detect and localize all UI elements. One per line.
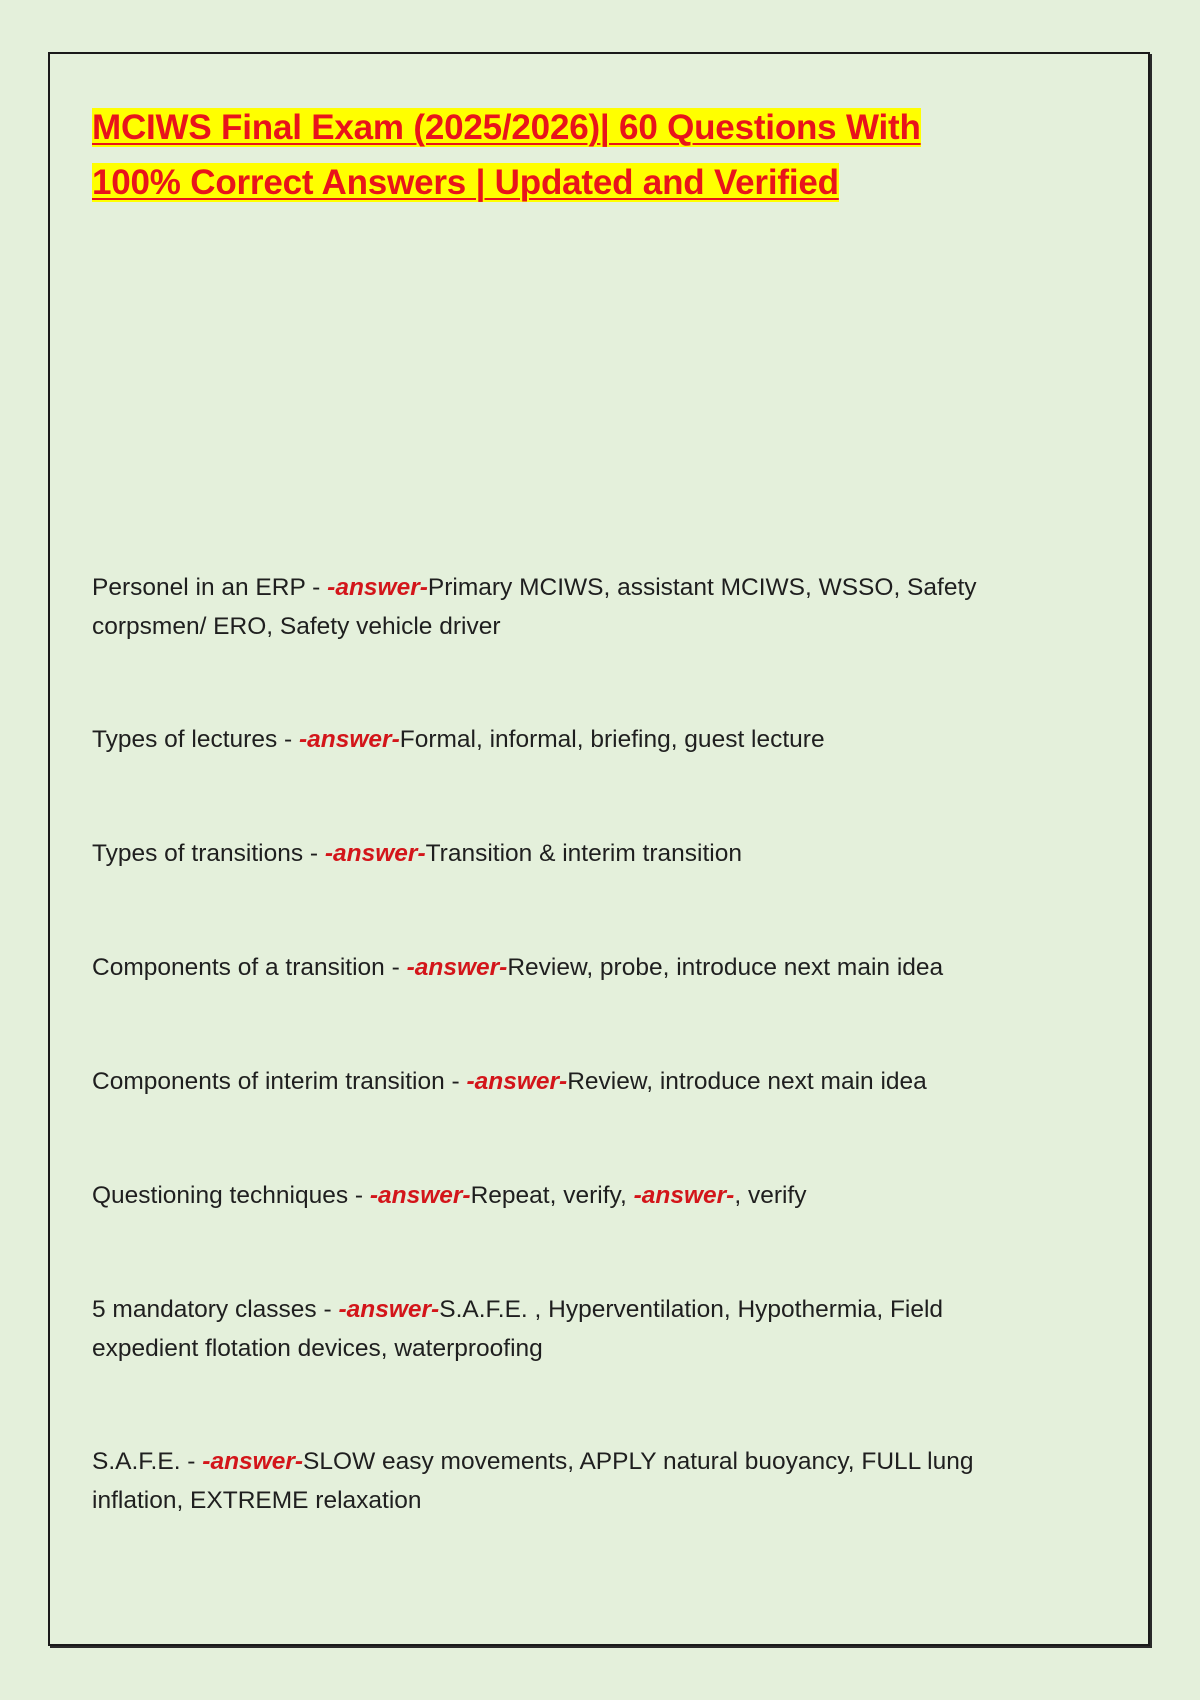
qa-item	[92, 948, 1032, 987]
answer-text: SLOW easy movements, APPLY natural buoyancy, FULL lung inflation, EXTREME relaxation	[92, 1448, 974, 1514]
qa-item	[92, 720, 1032, 759]
answer-marker: -answer-	[324, 840, 426, 867]
answer-text: , verify	[734, 1182, 807, 1209]
answer-marker: -answer-	[466, 1068, 568, 1095]
question-text: S.A.F.E. -	[92, 1448, 203, 1475]
qa-item	[92, 834, 1032, 873]
answer-text: Review, introduce next main idea	[567, 1068, 927, 1095]
document-title-text: MCIWS Final Exam (2025/2026)| 60 Questions With 100% Correct Answers | Updated and Verified	[92, 108, 921, 202]
answer-text: S.A.F.E. , Hyperventilation, Hypothermia, Field expedient flotation devices, waterproofing	[92, 1296, 944, 1362]
question-text: Components of interim transition -	[92, 1068, 467, 1095]
document-title	[92, 100, 992, 210]
question-text: Components of a transition -	[92, 954, 407, 981]
answer-marker: -answer-	[298, 726, 400, 753]
answer-text: Transition & interim transition	[425, 840, 742, 867]
answer-marker: -answer-	[633, 1182, 735, 1209]
question-text: Personel in an ERP -	[92, 574, 328, 601]
question-text: Types of lectures -	[92, 726, 299, 753]
answer-marker: -answer-	[369, 1182, 471, 1209]
answer-text: Formal, informal, briefing, guest lecture	[399, 726, 825, 753]
answer-text: Repeat, verify,	[470, 1182, 634, 1209]
qa-item	[92, 1290, 1032, 1368]
qa-item	[92, 1062, 1032, 1101]
answer-marker: -answer-	[406, 954, 508, 981]
answer-text: Review, probe, introduce next main idea	[507, 954, 944, 981]
question-text: Questioning techniques -	[92, 1182, 370, 1209]
qa-item	[92, 1442, 1032, 1520]
question-text: 5 mandatory classes -	[92, 1296, 339, 1323]
qa-item	[92, 1176, 1032, 1215]
question-text: Types of transitions -	[92, 840, 325, 867]
answer-marker: -answer-	[202, 1448, 304, 1475]
answer-marker: -answer-	[327, 574, 428, 601]
answer-text: Primary MCIWS, assistant MCIWS, WSSO, Safety corpsmen/ ERO, Safety vehicle driver	[92, 574, 977, 640]
qa-item	[92, 568, 1032, 646]
answer-marker: -answer-	[338, 1296, 440, 1323]
